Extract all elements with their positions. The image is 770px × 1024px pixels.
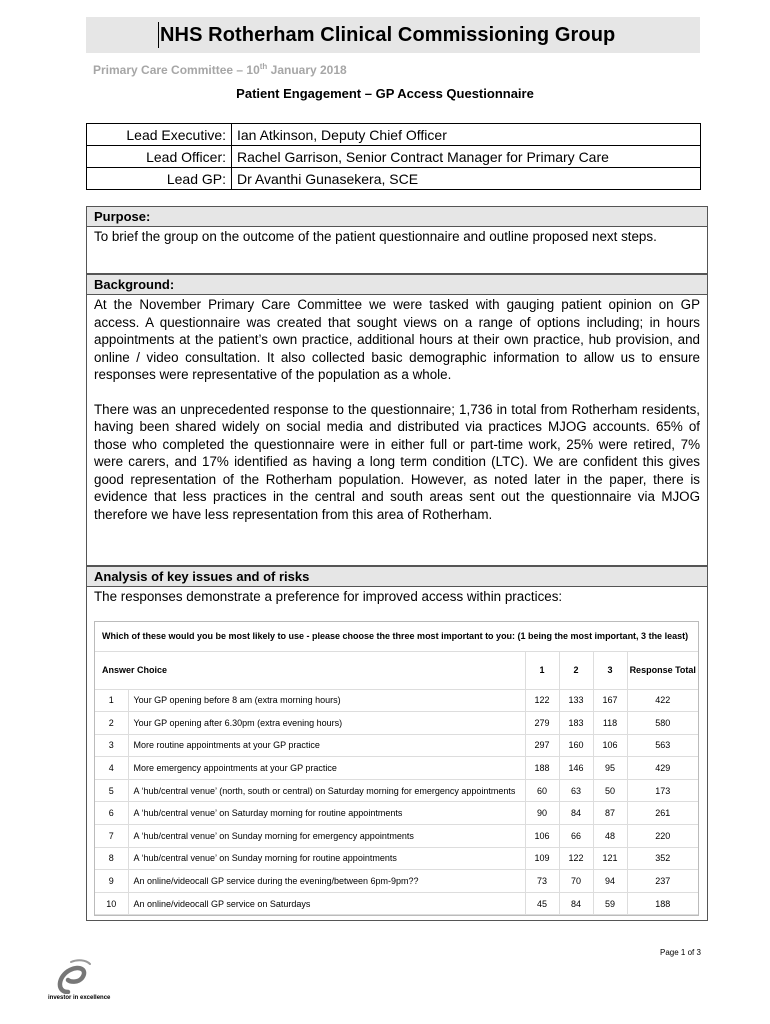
background-heading: Background:: [87, 275, 707, 295]
response-total: 580: [627, 712, 698, 735]
answer-text: A ‘hub/central venue’ on Sunday morning for routine appointments: [128, 847, 525, 870]
rank-1-count: 90: [525, 802, 559, 825]
row-number: 4: [95, 757, 128, 780]
rank-1-count: 106: [525, 825, 559, 848]
row-number: 2: [95, 712, 128, 735]
survey-question: Which of these would you be most likely to use - please choose the three most important to you: (1 being the most important, 3 the least): [95, 622, 698, 652]
rank-1-count: 279: [525, 712, 559, 735]
row-number: 9: [95, 870, 128, 893]
subtitle-text: Primary Care Committee – 10: [93, 63, 260, 77]
rank-1-count: 122: [525, 689, 559, 712]
answer-text: An online/videocall GP service during the evening/between 6pm-9pm??: [128, 870, 525, 893]
rank-2-count: 84: [559, 802, 593, 825]
response-total: 429: [627, 757, 698, 780]
row-number: 7: [95, 825, 128, 848]
rank-2-count: 63: [559, 779, 593, 802]
survey-row: [95, 689, 698, 712]
answer-text: A ‘hub/central venue’ on Saturday morning for routine appointments: [128, 802, 525, 825]
rank-1-count: 109: [525, 847, 559, 870]
analysis-heading: Analysis of key issues and of risks: [87, 567, 707, 587]
survey-table: [95, 652, 698, 915]
rank-3-count: 118: [593, 712, 627, 735]
lead-value: Ian Atkinson, Deputy Chief Officer: [232, 124, 701, 146]
rank-2-count: 70: [559, 870, 593, 893]
row-number: 10: [95, 892, 128, 915]
row-number: 5: [95, 779, 128, 802]
rank-2-count: 160: [559, 734, 593, 757]
response-total-header: Response Total: [627, 652, 698, 689]
row-number: 8: [95, 847, 128, 870]
header-band: [86, 17, 700, 53]
response-total: 422: [627, 689, 698, 712]
lead-row: [87, 168, 701, 190]
survey-table-container: [94, 621, 699, 916]
rank-2-header: 2: [559, 652, 593, 689]
survey-row: [95, 847, 698, 870]
rank-1-count: 45: [525, 892, 559, 915]
lead-row: [87, 124, 701, 146]
answer-text: Your GP opening before 8 am (extra morning hours): [128, 689, 525, 712]
survey-row: [95, 734, 698, 757]
survey-row: [95, 802, 698, 825]
leads-table: [86, 123, 701, 190]
investor-logo: [38, 958, 128, 1003]
rank-3-count: 59: [593, 892, 627, 915]
survey-body: [95, 689, 698, 915]
subtitle-sup: th: [259, 62, 268, 71]
response-total: 563: [627, 734, 698, 757]
response-total: 220: [627, 825, 698, 848]
analysis-intro: The responses demonstrate a preference for improved access within practices:: [94, 589, 563, 604]
survey-row: [95, 892, 698, 915]
rank-1-count: 73: [525, 870, 559, 893]
survey-row: [95, 870, 698, 893]
lead-value: Rachel Garrison, Senior Contract Manager for Primary Care: [232, 146, 701, 168]
lead-label: Lead Officer:: [87, 146, 232, 168]
rank-3-header: 3: [593, 652, 627, 689]
row-number: 6: [95, 802, 128, 825]
answer-text: More routine appointments at your GP practice: [128, 734, 525, 757]
document-title: Patient Engagement – GP Access Questionnaire: [236, 86, 534, 101]
survey-row: [95, 757, 698, 780]
lead-label: Lead GP:: [87, 168, 232, 190]
rank-2-count: 84: [559, 892, 593, 915]
rank-3-count: 48: [593, 825, 627, 848]
rank-3-count: 94: [593, 870, 627, 893]
analysis-section: [86, 566, 708, 921]
rank-3-count: 106: [593, 734, 627, 757]
answer-text: More emergency appointments at your GP practice: [128, 757, 525, 780]
rank-1-header: 1: [525, 652, 559, 689]
meeting-subtitle: [93, 62, 347, 77]
rank-2-count: 122: [559, 847, 593, 870]
response-total: 352: [627, 847, 698, 870]
rank-2-count: 66: [559, 825, 593, 848]
lead-row: [87, 146, 701, 168]
purpose-heading: Purpose:: [87, 207, 707, 227]
background-paragraph: There was an unprecedented response to the questionnaire; 1,736 in total from Rotherham residents, having been shared widely on social media and distributed via practices MJOG accounts. 65% of those who completed the questionnaire were in either full or part-time work, 25% were retired, 7% were carers, and 17% identified as having a long term condition (LTC). We are confident this gives good representation of the Rotherham population. However, as noted later in the paper, there is evidence that less practices in the central and south areas sent out the questionnaire via MJOG therefore we have less representation from this area of Rotherham.: [94, 401, 700, 522]
survey-row: [95, 712, 698, 735]
logo-caption: investor in excellence: [48, 995, 111, 1001]
answer-text: A ‘hub/central venue’ (north, south or central) on Saturday morning for emergency appointments: [128, 779, 525, 802]
rank-2-count: 183: [559, 712, 593, 735]
lead-value: Dr Avanthi Gunasekera, SCE: [232, 168, 701, 190]
response-total: 261: [627, 802, 698, 825]
purpose-text: To brief the group on the outcome of the patient questionnaire and outline proposed next steps.: [94, 229, 657, 244]
rank-1-count: 60: [525, 779, 559, 802]
investor-e-logo-icon: [38, 958, 108, 994]
answer-text: A ‘hub/central venue’ on Sunday morning for emergency appointments: [128, 825, 525, 848]
survey-row: [95, 779, 698, 802]
org-title: NHS Rotherham Clinical Commissioning Group: [160, 24, 616, 46]
header-divider: [158, 22, 159, 48]
rank-3-count: 95: [593, 757, 627, 780]
subtitle-date: January 2018: [267, 63, 347, 77]
rank-3-count: 87: [593, 802, 627, 825]
rank-2-count: 146: [559, 757, 593, 780]
rank-1-count: 297: [525, 734, 559, 757]
response-total: 173: [627, 779, 698, 802]
background-paragraph: At the November Primary Care Committee we were tasked with gauging patient opinion on GP access. A questionnaire was created that sought views on a range of options including; in hours appointments at the patient’s own practice, additional hours at their own practice, hub provision, and online / video consultation. It also collected basic demographic information to allow us to ensure responses were representative of the population as a whole.: [94, 297, 700, 382]
page-number: Page 1 of 3: [660, 948, 701, 957]
answer-text: An online/videocall GP service on Saturdays: [128, 892, 525, 915]
survey-row: [95, 825, 698, 848]
purpose-section: [86, 206, 708, 274]
answer-choice-header: Answer Choice: [95, 652, 525, 689]
row-number: 3: [95, 734, 128, 757]
rank-3-count: 121: [593, 847, 627, 870]
response-total: 237: [627, 870, 698, 893]
lead-label: Lead Executive:: [87, 124, 232, 146]
rank-1-count: 188: [525, 757, 559, 780]
rank-2-count: 133: [559, 689, 593, 712]
response-total: 188: [627, 892, 698, 915]
rank-3-count: 167: [593, 689, 627, 712]
rank-3-count: 50: [593, 779, 627, 802]
background-body: [87, 295, 707, 524]
answer-text: Your GP opening after 6.30pm (extra evening hours): [128, 712, 525, 735]
background-section: [86, 274, 708, 566]
survey-header-row: [95, 652, 698, 689]
row-number: 1: [95, 689, 128, 712]
